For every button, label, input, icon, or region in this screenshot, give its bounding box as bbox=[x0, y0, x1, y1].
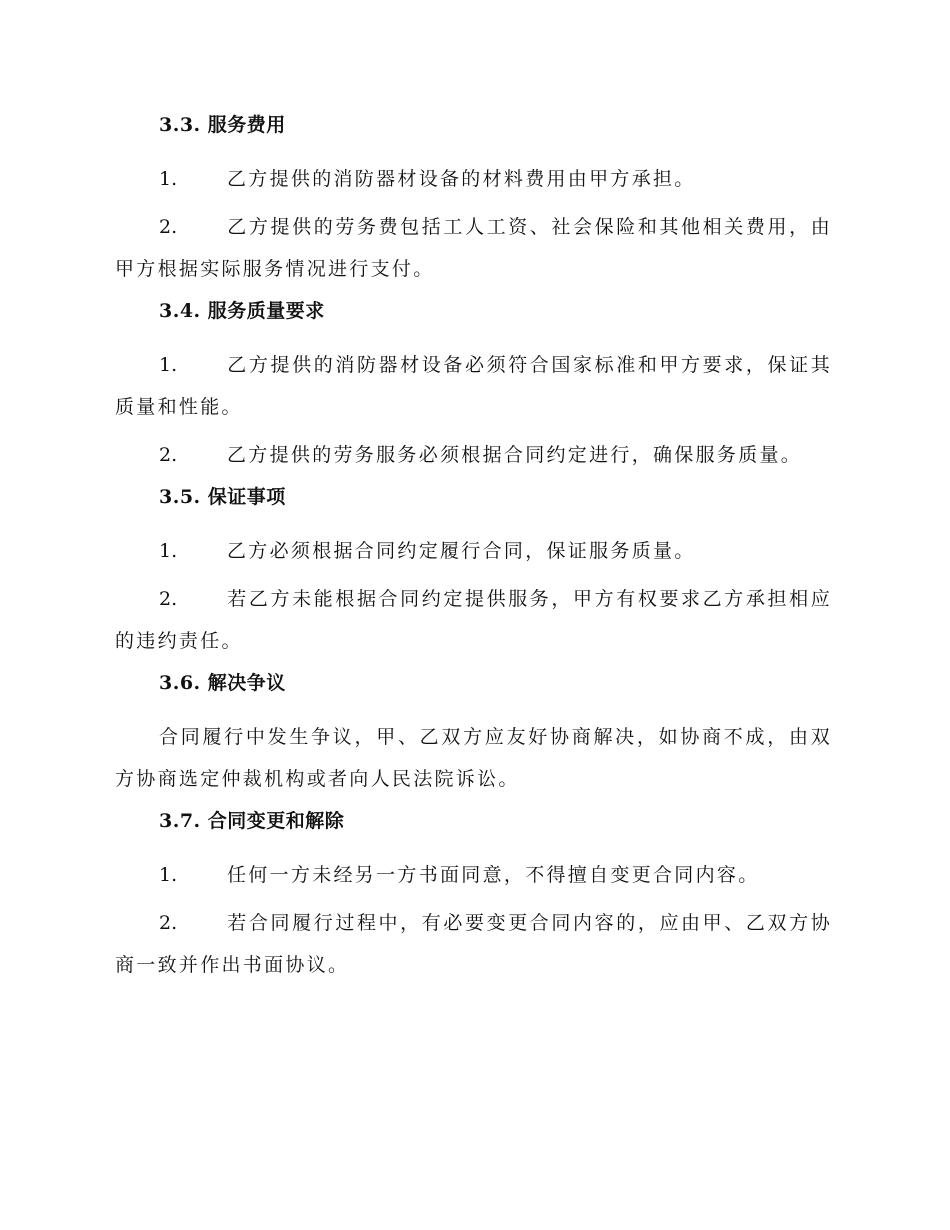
section-heading: 3.4. 服务质量要求 bbox=[159, 300, 325, 322]
list-item bbox=[115, 344, 832, 428]
list-item bbox=[115, 902, 832, 986]
item-text: 乙方提供的消防器材设备必须符合国家标准和甲方要求，保证其质量和性能。 bbox=[115, 354, 832, 418]
list-item bbox=[115, 434, 832, 476]
item-text: 乙方必须根据合同约定履行合同，保证服务质量。 bbox=[227, 540, 696, 562]
section-3-4 bbox=[115, 296, 832, 476]
section-heading: 3.6. 解决争议 bbox=[159, 672, 286, 694]
item-number: 1. bbox=[159, 540, 178, 562]
section-heading: 3.3. 服务费用 bbox=[159, 114, 286, 136]
item-text: 任何一方未经另一方书面同意，不得擅自变更合同内容。 bbox=[227, 864, 760, 886]
section-3-3 bbox=[115, 110, 832, 290]
item-number: 2. bbox=[159, 216, 178, 238]
list-item bbox=[115, 530, 832, 572]
list-item bbox=[115, 578, 832, 662]
item-text: 乙方提供的消防器材设备的材料费用由甲方承担。 bbox=[227, 168, 696, 190]
body-paragraph: 合同履行中发生争议，甲、乙双方应友好协商解决，如协商不成，由双方协商选定仲裁机构或者向人民法院诉讼。 bbox=[115, 726, 832, 790]
item-text: 乙方提供的劳务费包括工人工资、社会保险和其他相关费用，由甲方根据实际服务情况进行支付。 bbox=[115, 216, 832, 280]
list-item bbox=[115, 158, 832, 200]
item-number: 2. bbox=[159, 444, 178, 466]
item-number: 2. bbox=[159, 912, 178, 934]
section-3-5 bbox=[115, 482, 832, 662]
item-number: 1. bbox=[159, 864, 178, 886]
section-3-7 bbox=[115, 806, 832, 986]
item-text: 若合同履行过程中，有必要变更合同内容的，应由甲、乙双方协商一致并作出书面协议。 bbox=[115, 912, 832, 976]
item-number: 2. bbox=[159, 588, 178, 610]
section-heading: 3.7. 合同变更和解除 bbox=[159, 810, 345, 832]
list-item bbox=[115, 854, 832, 896]
item-number: 1. bbox=[159, 354, 178, 376]
item-text: 若乙方未能根据合同约定提供服务，甲方有权要求乙方承担相应的违约责任。 bbox=[115, 588, 832, 652]
item-text: 乙方提供的劳务服务必须根据合同约定进行，确保服务质量。 bbox=[227, 444, 803, 466]
section-heading: 3.5. 保证事项 bbox=[159, 486, 286, 508]
section-3-6 bbox=[115, 668, 832, 800]
item-number: 1. bbox=[159, 168, 178, 190]
list-item bbox=[115, 206, 832, 290]
